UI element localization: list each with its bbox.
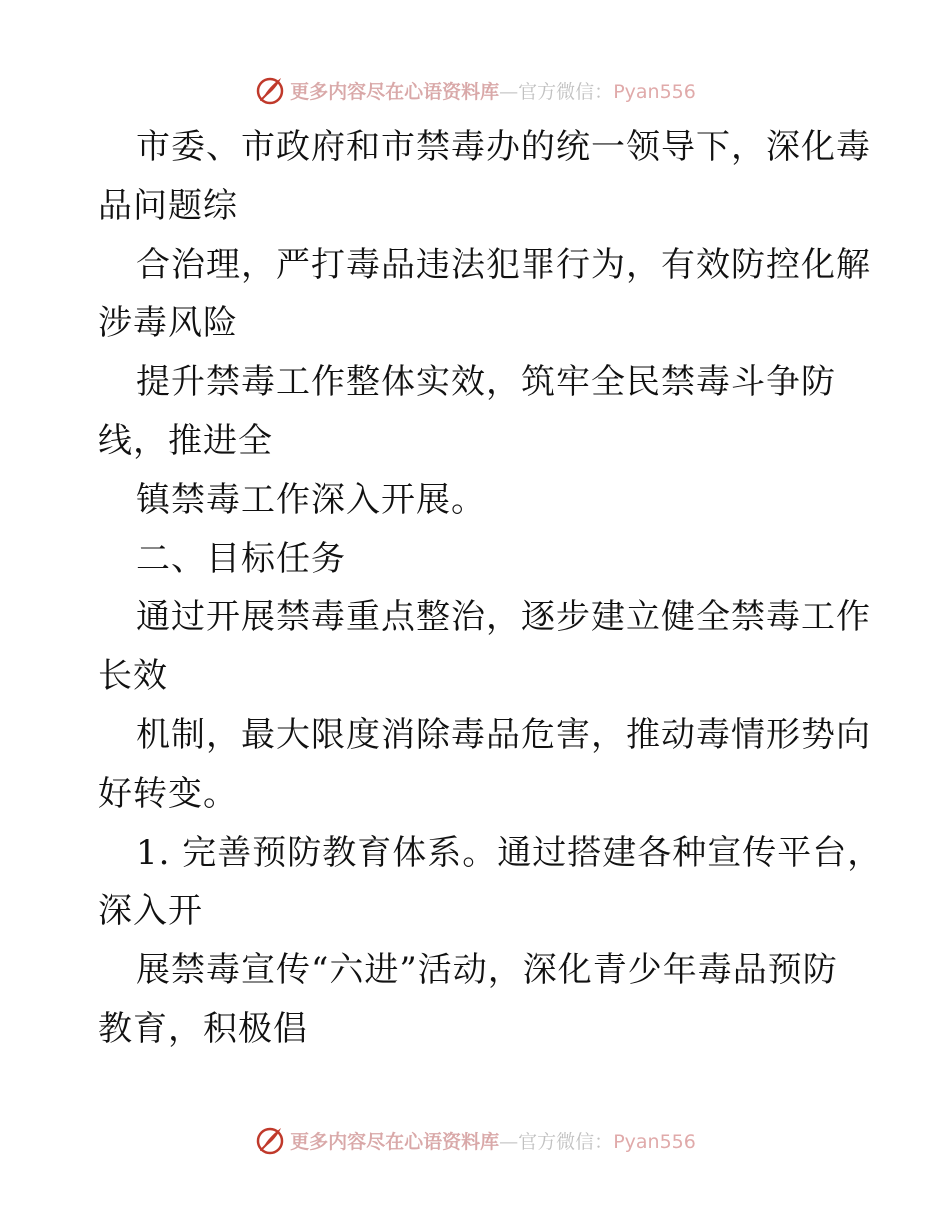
feather-pen-logo-icon	[254, 74, 286, 106]
text-line: 通过开展禁毒重点整治，逐步建立健全禁毒工作	[136, 597, 871, 638]
text-line: 长效	[98, 656, 168, 697]
footer-banner-wechat-label: 官方微信：	[518, 1130, 614, 1153]
header-banner-wechat-label: 官方微信：	[518, 80, 614, 103]
text-line: 教育，积极倡	[98, 1008, 308, 1049]
text-line: 机制，最大限度消除毒品危害，推动毒情形势向	[136, 714, 871, 755]
text-line: 镇禁毒工作深入开展。	[136, 479, 486, 520]
text-line: 线，推进全	[98, 420, 273, 461]
text-line: 深入开	[98, 891, 203, 932]
footer-banner-separator: —	[499, 1130, 519, 1153]
section-heading: 二、目标任务	[136, 538, 346, 579]
text-line: 合治理，严打毒品违法犯罪行为，有效防控化解	[136, 244, 871, 285]
header-banner-wechat-id: Pyan556	[613, 80, 696, 103]
text-line: 1. 完善预防教育体系。通过搭建各种宣传平台，	[136, 832, 883, 873]
header-banner-separator: —	[499, 80, 519, 103]
footer-banner	[0, 1120, 950, 1160]
footer-banner-main: 更多内容尽在心语资料库	[290, 1130, 500, 1153]
header-banner-main: 更多内容尽在心语资料库	[290, 80, 500, 103]
feather-pen-logo-icon	[254, 1124, 286, 1156]
text-line: 展禁毒宣传“六进”活动，深化青少年毒品预防	[136, 950, 838, 991]
document-body	[98, 118, 883, 1059]
footer-banner-wechat-id: Pyan556	[613, 1130, 696, 1153]
text-line: 品问题综	[98, 185, 238, 226]
footer-banner-text	[290, 1127, 696, 1154]
text-line: 涉毒风险	[98, 303, 238, 344]
text-line: 提升禁毒工作整体实效，筑牢全民禁毒斗争防	[136, 362, 836, 403]
header-banner-text	[290, 77, 696, 104]
text-line: 市委、市政府和市禁毒办的统一领导下，深化毒	[136, 127, 871, 167]
header-banner	[0, 70, 950, 110]
text-line: 好转变。	[98, 773, 238, 814]
